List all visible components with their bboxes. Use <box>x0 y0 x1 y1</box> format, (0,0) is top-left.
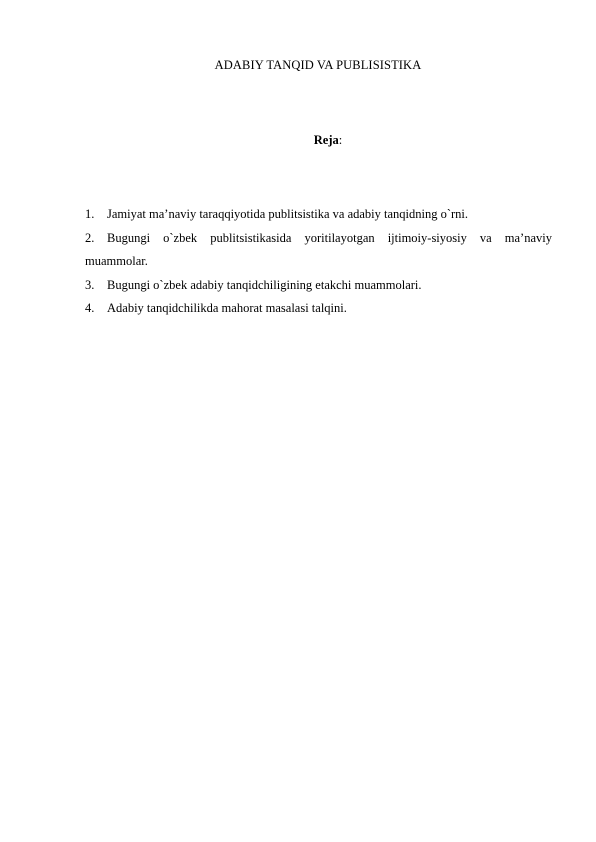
plan-item-text-line2: muammolar. <box>85 254 148 268</box>
plan-heading-label: Reja <box>313 133 339 147</box>
plan-item-1 <box>85 203 552 227</box>
plan-item-2 <box>85 227 552 274</box>
plan-item-number: 2. <box>85 230 95 245</box>
document-title: ADABIY TANQID VA PUBLISISTIKA <box>214 58 422 72</box>
plan-heading <box>0 133 596 148</box>
plan-item-number: 4. <box>85 301 95 315</box>
plan-item-text-line1: Bugungi o`zbek publitsistikasida yoritilayotgan ijtimoiy-siyosiy va ma’naviy <box>107 230 552 245</box>
plan-item-3 <box>85 274 552 298</box>
plan-item-number: 3. <box>85 277 95 292</box>
plan-item-line <box>85 227 552 251</box>
plan-list <box>85 203 552 321</box>
plan-item-text: Bugungi o`zbek adabiy tanqidchiligining etakchi muammolari. <box>107 277 422 292</box>
plan-item-number: 1. <box>85 207 95 221</box>
plan-heading-colon: : <box>338 133 343 147</box>
plan-item-text: Adabiy tanqidchilikda mahorat masalasi talqini. <box>107 301 347 315</box>
plan-item-4 <box>85 297 552 321</box>
plan-item-text: Jamiyat ma’naviy taraqqiyotida publitsistika va adabiy tanqidning o`rni. <box>107 207 469 221</box>
